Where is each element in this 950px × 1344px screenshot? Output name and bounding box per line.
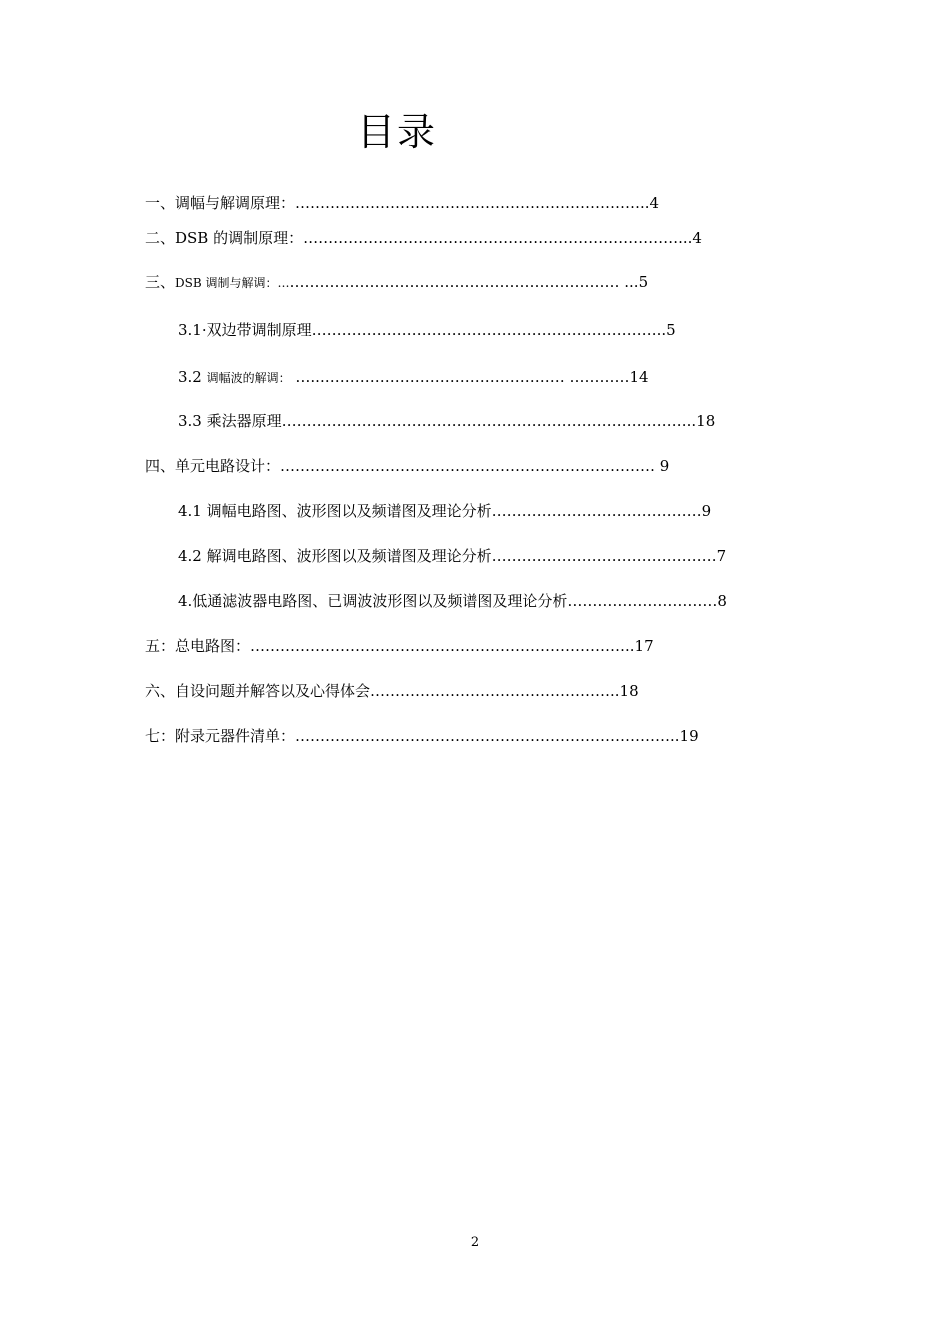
toc-entry-3-2-title: 调幅波的解调： bbox=[206, 371, 291, 385]
toc-entry-6: 六、自设问题并解答以及心得体会…………………………………………..18 bbox=[145, 682, 639, 700]
document-title: 目录 bbox=[356, 110, 437, 154]
toc-entry-3-prefix: 三、 bbox=[145, 273, 176, 291]
toc-entry-2: 二、DSB 的调制原理：…………………………………………………………………...4 bbox=[145, 229, 702, 247]
toc-entry-4-3: 4.低通滤波器电路图、已调波波形图以及频谱图及理论分析…………………………8 bbox=[178, 592, 727, 610]
toc-entry-4: 四、单元电路设计：………………………………………………………………… 9 bbox=[145, 457, 670, 475]
page-number: 2 bbox=[470, 1235, 480, 1250]
toc-entry-7: 七：附录元器件清单：…………………………………………………………………..19 bbox=[145, 727, 699, 745]
toc-entry-3-2-prefix: 3.2 bbox=[178, 368, 207, 386]
toc-entry-4-1: 4.1 调幅电路图、波形图以及频谱图及理论分析……………………………………9 bbox=[178, 502, 712, 520]
toc-entry-5: 五：总电路图：…………………………………………………………………..17 bbox=[145, 637, 654, 655]
toc-entry-3-2 bbox=[178, 367, 649, 388]
toc-entry-4-2: 4.2 解调电路图、波形图以及频谱图及理论分析………………………………………7 bbox=[178, 547, 727, 565]
toc-entry-3-title: DSB 调制与解调：… bbox=[175, 276, 290, 290]
toc-entry-1: 一、调幅与解调原理：……………………………………………………………..4 bbox=[145, 194, 660, 212]
toc-entry-3-leader-page: ………………………………………………………… ...5 bbox=[289, 273, 649, 291]
toc-entry-3 bbox=[145, 272, 648, 293]
toc-entry-3-3: 3.3 乘法器原理………………………………………………………………………..18 bbox=[178, 412, 716, 430]
toc-entry-3-1: 3.1·双边带调制原理……………………………………………………………..5 bbox=[178, 321, 676, 339]
toc-entry-3-2-leader-page: …...………………………………………… …………14 bbox=[290, 368, 649, 386]
